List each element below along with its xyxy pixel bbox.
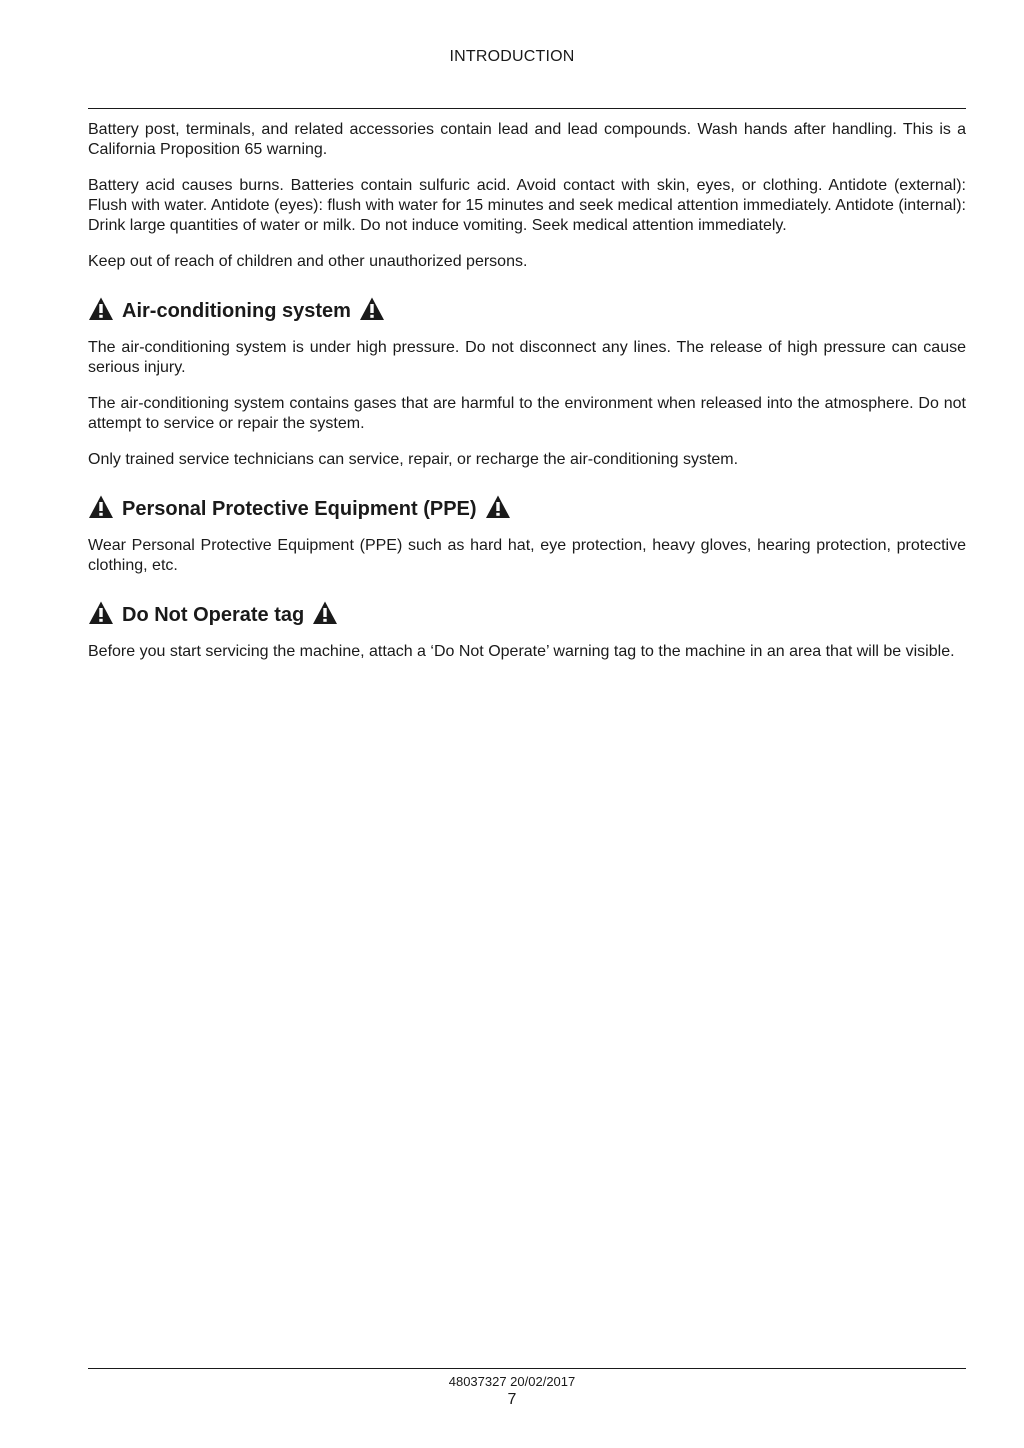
section-title: Personal Protective Equipment (PPE): [122, 497, 477, 520]
section-heading-do-not-operate: [88, 598, 966, 628]
section-heading-air-conditioning: [88, 294, 966, 324]
header-rule: [88, 108, 966, 109]
battery-lead-warning: Battery post, terminals, and related accessories contain lead and lead compounds. Wash hands after handling. This is a California Proposition 65 warning.: [88, 121, 966, 158]
section-heading-ppe: [88, 492, 966, 522]
document-id: 48037327 20/02/2017: [448, 1374, 576, 1389]
ppe-paragraph: Wear Personal Protective Equipment (PPE) such as hard hat, eye protection, heavy gloves, hearing protection, protective clothing, etc.: [88, 537, 966, 574]
running-header: INTRODUCTION: [449, 48, 575, 65]
page-number: 7: [507, 1391, 517, 1408]
ac-technicians-paragraph: Only trained service technicians can service, repair, or recharge the air-conditioning system.: [88, 451, 739, 468]
children-warning: Keep out of reach of children and other unauthorized persons.: [88, 253, 528, 270]
battery-acid-warning: Battery acid causes burns. Batteries contain sulfuric acid. Avoid contact with skin, eyes, or clothing. Antidote (external): Flush with water. Antidote (eyes): flush with water for 15 minutes and seek medical attention immediately. Antidote (internal): Drink large quantities of water or milk. Do not induce vomiting. Seek medical attention immediately.: [88, 177, 966, 234]
footer-rule: [88, 1368, 966, 1369]
warning-triangle-icon: [359, 296, 385, 322]
warning-triangle-icon: [88, 600, 114, 626]
ac-gases-paragraph: The air-conditioning system contains gases that are harmful to the environment when released into the atmosphere. Do not attempt to service or repair the system.: [88, 395, 966, 432]
do-not-operate-paragraph: Before you start servicing the machine, attach a ‘Do Not Operate’ warning tag to the machine in an area that will be visible.: [88, 643, 955, 660]
warning-triangle-icon: [88, 494, 114, 520]
warning-triangle-icon: [312, 600, 338, 626]
section-title: Do Not Operate tag: [122, 603, 305, 626]
warning-triangle-icon: [88, 296, 114, 322]
page-content: [88, 120, 966, 678]
section-title: Air-conditioning system: [122, 299, 351, 322]
warning-triangle-icon: [485, 494, 511, 520]
ac-pressure-paragraph: The air-conditioning system is under high pressure. Do not disconnect any lines. The release of high pressure can cause serious injury.: [88, 339, 966, 376]
